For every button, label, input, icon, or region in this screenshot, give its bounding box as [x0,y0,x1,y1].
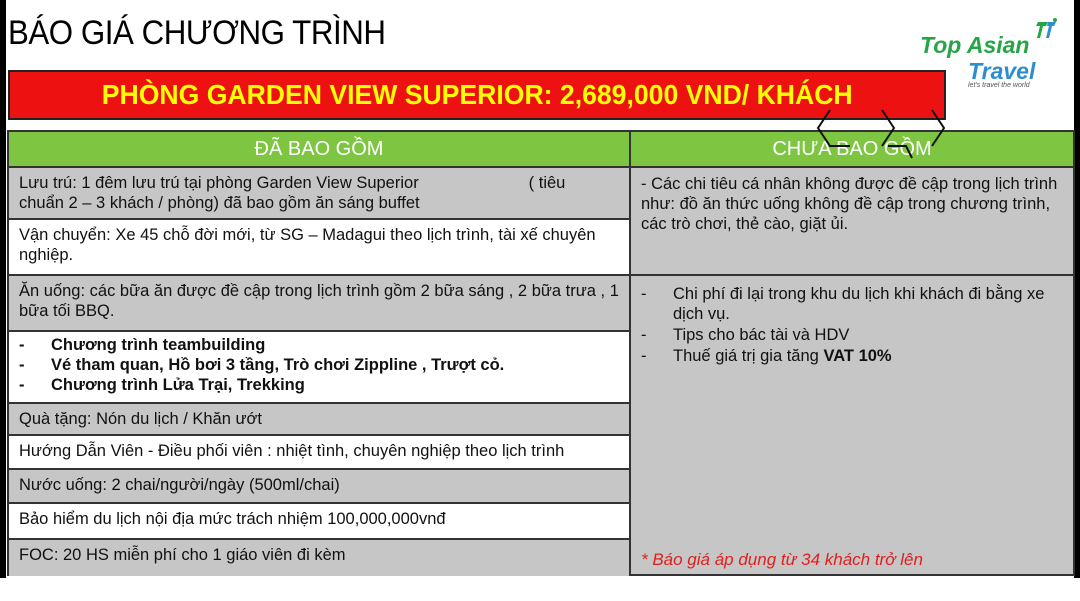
luu-tru-text: 1 đêm lưu trú tại phòng [76,174,257,192]
price-banner [8,70,946,120]
row-bao-hiem [9,502,629,538]
activity-text: Chương trình teambuilding [51,336,266,354]
activity-item [19,335,619,355]
logo-mark-icon [1036,18,1058,40]
activity-item [19,375,619,395]
footnote: * Báo giá áp dụng từ 34 khách trở lên [641,550,923,569]
bao-hiem-amount: 100,000,000vnđ [327,510,446,528]
row-foc [9,538,629,576]
luu-tru-label: Lưu trú: [19,174,77,192]
excluded-header: CHƯA BAO GỒM [631,132,1073,166]
nuoc-uong-label: Nước uống [19,476,103,494]
bao-hiem-label: Bảo hiểm du lịch nội địa [19,510,195,528]
row-activities [9,330,629,402]
foc-label: FOC: [19,546,59,564]
huong-dan-text: : nhiệt tình, chuyên nghiệp theo lịch trình [262,442,565,460]
bao-hiem-text: mức trách nhiệm [194,510,328,528]
bottom-band [0,578,1080,601]
activity-item [19,355,619,375]
foc-text: 20 HS miễn phí cho 1 giáo viên đi kèm [58,546,346,564]
row-an-uong [9,274,629,330]
excluded-text: Tips cho bác tài và HDV [673,326,850,344]
qua-tang-text: Nón du lịch / Khăn ướt [91,410,262,428]
page-title: BÁO GIÁ CHƯƠNG TRÌNH [8,14,386,52]
huong-dan-label: Hướng Dẫn Viên - Điều phối viên [19,442,263,460]
vat-text: Thuế giá trị gia tăng [673,347,824,365]
activity-text: Vé tham quan, Hồ bơi 3 tầng, Trò chơi Zippline , Trượt cỏ. [51,356,505,374]
decorative-outline-shape [812,108,952,174]
activity-dash: - [19,376,25,394]
excluded-text: Chi phí đi lại trong khu du lịch khi khách đi bằng xe dịch vụ. [673,285,1045,323]
van-chuyen-text: : Xe 45 chỗ đời mới, từ SG – Madagui theo lịch trình, tài xế chuyên nghiệp. [19,226,596,264]
activity-dash: - [19,336,25,354]
logo-text-top-asian: Top Asian [920,32,1030,58]
quote-table [7,130,1075,576]
excluded-item [641,284,1063,324]
excluded-personal-text: - Các chi tiêu cá nhân không được đề cập trong lịch trình như: đồ ăn thức uống không đề cập trong chương trình, các trò chơi, thẻ cào, giặt ủi. [641,175,1058,233]
van-chuyen-label: Vận chuyển [19,226,107,244]
an-uong-label: Ăn uống [19,282,81,300]
row-nuoc-uong [9,468,629,502]
excluded-personal-cell [631,166,1073,274]
excluded-list-cell [631,274,1073,574]
row-huong-dan [9,434,629,468]
activity-text: Chương trình Lửa Trại, Trekking [51,376,305,394]
luu-tru-text2: ( tiêu [528,174,566,192]
company-logo [918,18,1063,92]
an-uong-text: : các bữa ăn được đề cập trong lịch trình gồm 2 bữa sáng , 2 bữa trưa , 1 bữa tối BBQ. [19,282,619,320]
excluded-dash: - [641,285,647,303]
left-edge-bar [0,0,6,601]
excluded-item [641,346,1063,366]
included-header: ĐÃ BAO GỒM [9,132,631,166]
logo-tagline: let's travel the world [968,82,1030,89]
price-banner-text: PHÒNG GARDEN VIEW SUPERIOR: 2,689,000 VND/ KHÁCH [101,79,853,110]
luu-tru-room: Garden View Superior [256,174,419,192]
activity-dash: - [19,356,25,374]
row-qua-tang [9,402,629,434]
row-van-chuyen [9,218,629,274]
excluded-dash: - [641,326,647,344]
row-luu-tru [9,166,629,218]
excluded-dash: - [641,347,647,365]
excluded-item [641,325,1063,345]
qua-tang-label: Quà tặng: [19,410,92,428]
nuoc-uong-text: : 2 chai/người/ngày (500ml/chai) [102,476,340,494]
vat-amount: VAT 10% [823,347,892,365]
luu-tru-text3: chuẩn 2 – 3 khách / phòng) đã bao gồm ăn sáng buffet [19,194,420,212]
logo-text-travel: Travel [968,58,1036,84]
